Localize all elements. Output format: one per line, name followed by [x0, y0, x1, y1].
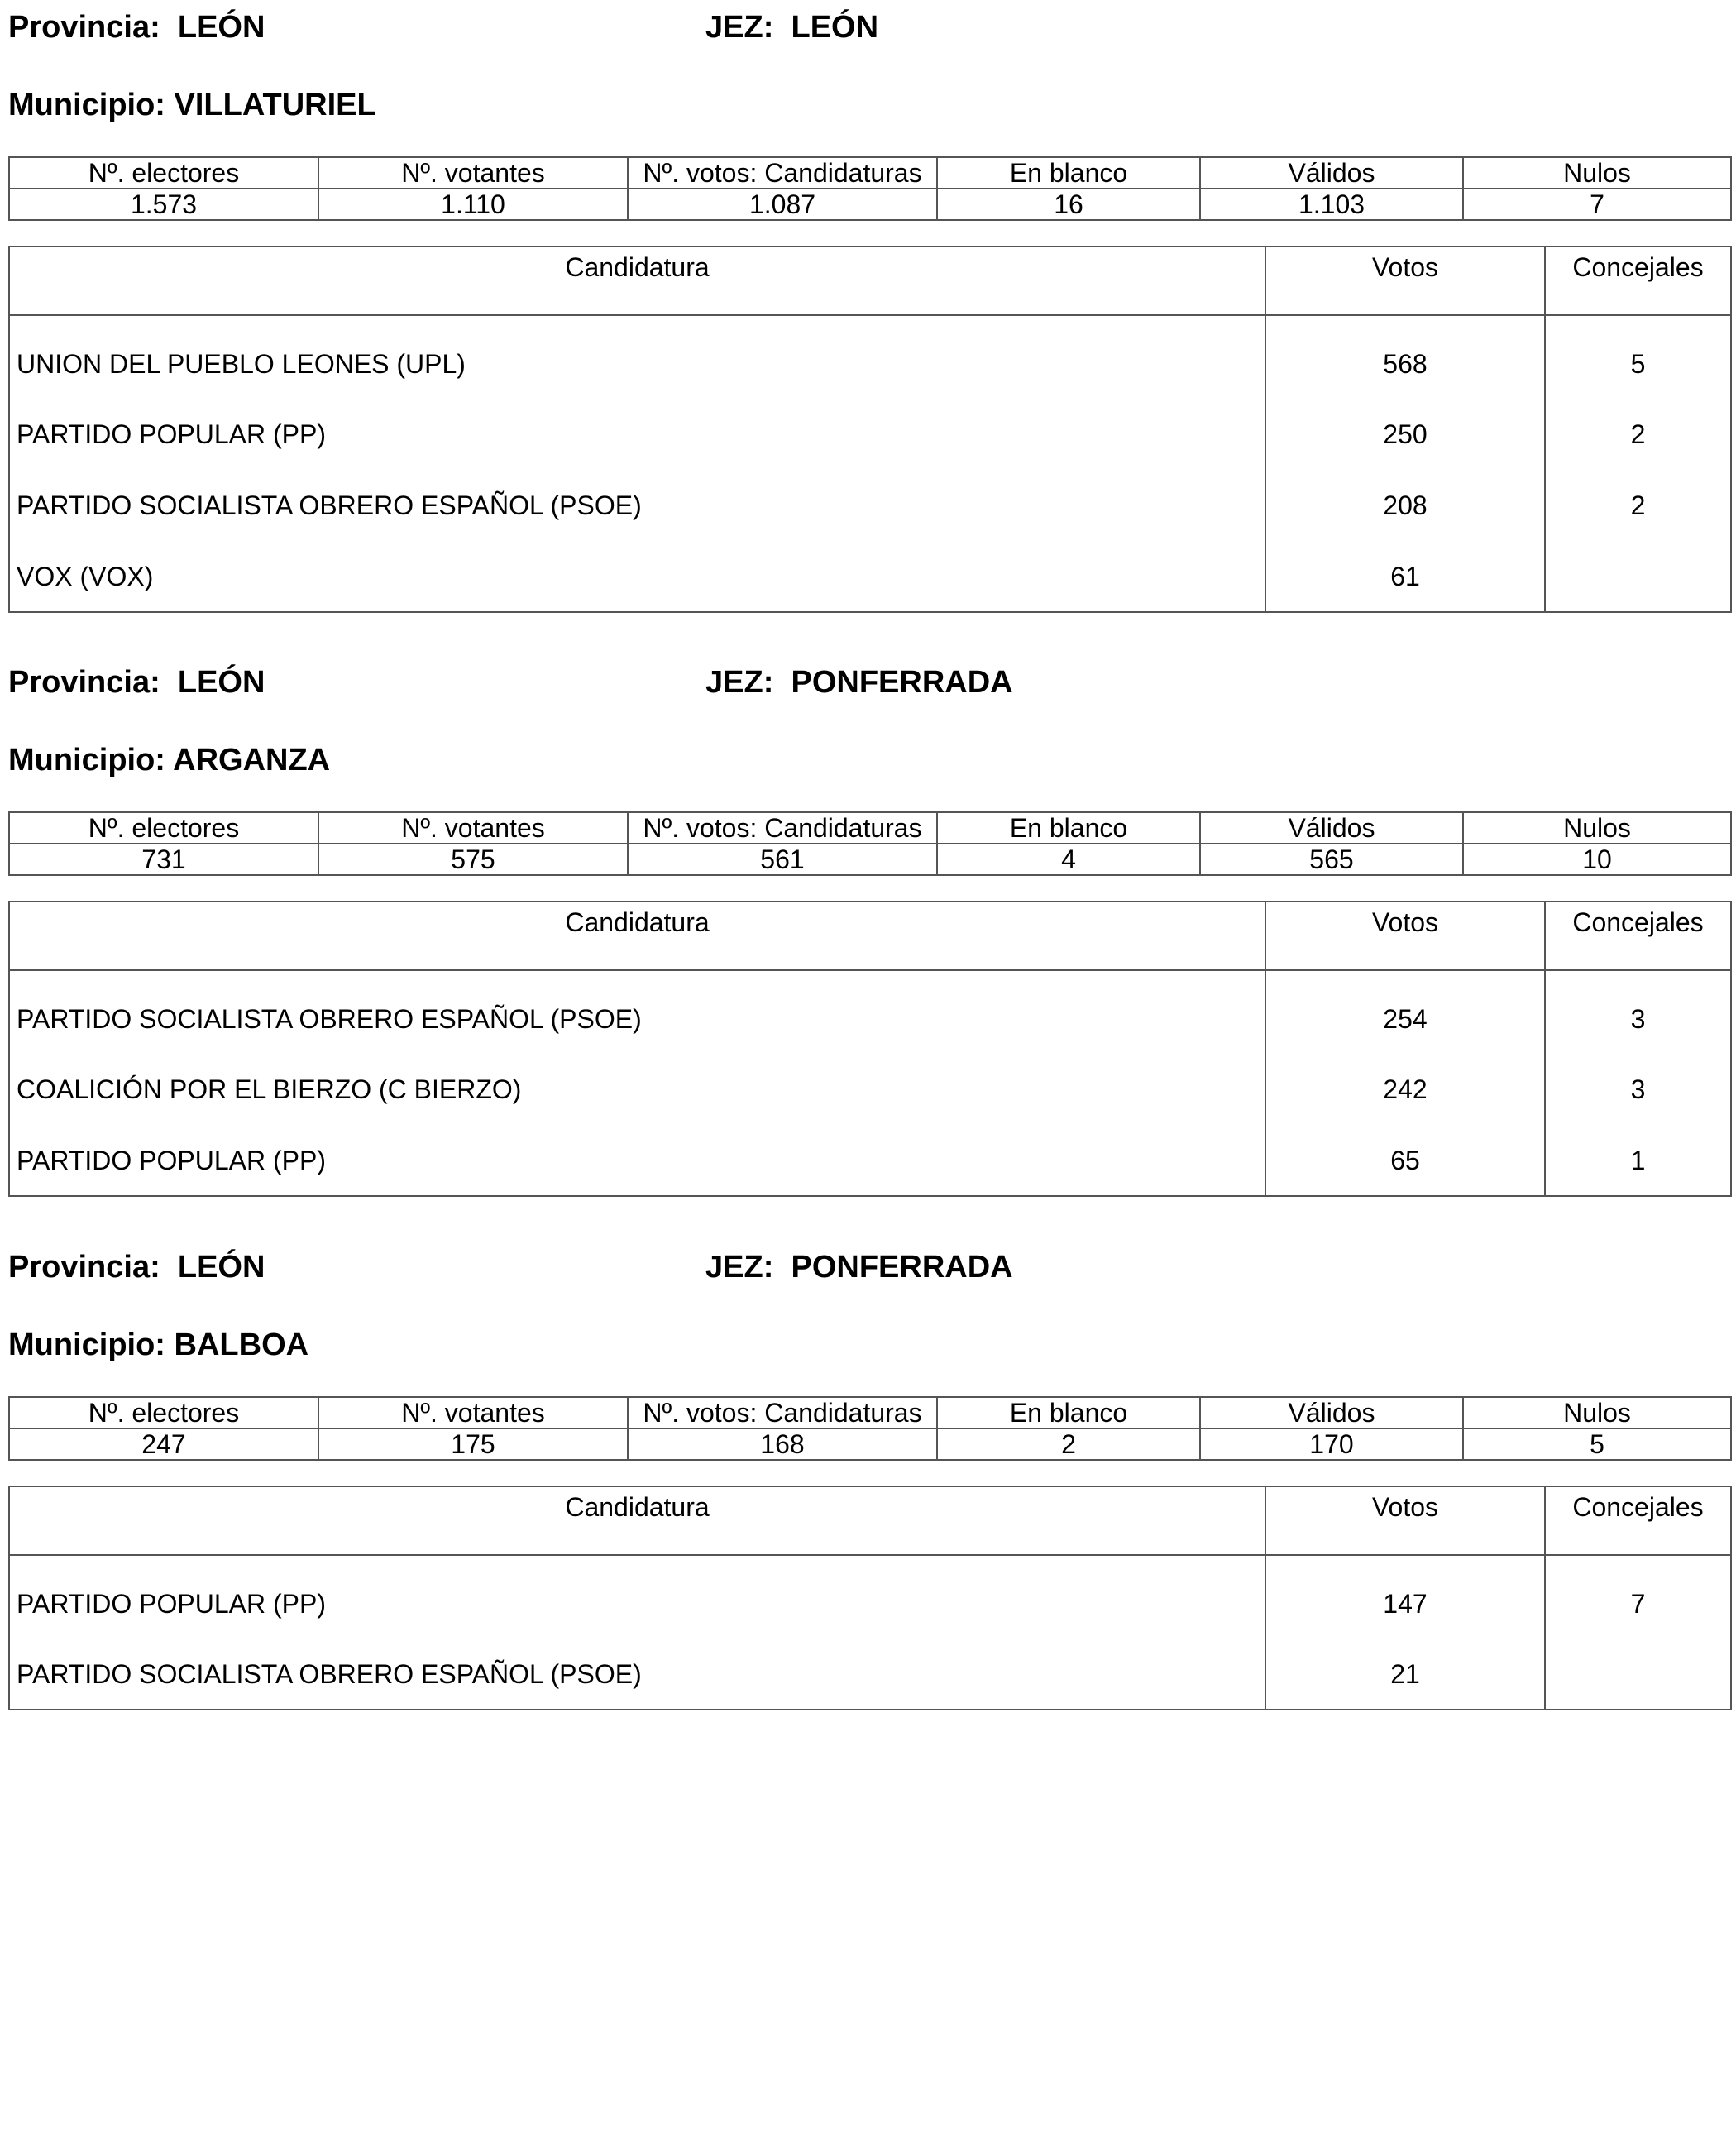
candidatura-concejales: 2: [1545, 399, 1731, 470]
results-table: [8, 1486, 1732, 1710]
results-header-row: [9, 246, 1731, 315]
nulos-value: 7: [1463, 189, 1731, 220]
en-blanco-header: En blanco: [937, 812, 1200, 844]
provincia-value: LEÓN: [177, 1250, 265, 1285]
provincia-heading: [8, 1246, 265, 1288]
electores-value: 1.573: [9, 189, 318, 220]
votos-candidaturas-value: 168: [628, 1428, 937, 1460]
candidatura-concejales: [1545, 541, 1731, 612]
provincia-label: Provincia:: [8, 665, 160, 700]
provincia-heading: [8, 662, 265, 703]
results-table: [8, 246, 1732, 613]
validos-value: 565: [1200, 844, 1463, 875]
candidatura-concejales: 1: [1545, 1125, 1731, 1196]
jez-heading: [705, 7, 878, 48]
validos-header: Válidos: [1200, 157, 1463, 189]
votos-candidaturas-header: Nº. votos: Candidaturas: [628, 157, 937, 189]
votantes-header: Nº. votantes: [318, 1397, 628, 1428]
candidatura-row: [9, 1555, 1731, 1639]
candidatura-votos: 568: [1265, 315, 1545, 399]
candidatura-name: PARTIDO SOCIALISTA OBRERO ESPAÑOL (PSOE): [9, 1639, 1265, 1710]
validos-value: 170: [1200, 1428, 1463, 1460]
provincia-label: Provincia:: [8, 1250, 160, 1285]
candidatura-votos: 147: [1265, 1555, 1545, 1639]
candidatura-name: COALICIÓN POR EL BIERZO (C BIERZO): [9, 1054, 1265, 1125]
candidatura-votos: 254: [1265, 970, 1545, 1054]
concejales-header: Concejales: [1545, 246, 1731, 315]
votos-candidaturas-value: 1.087: [628, 189, 937, 220]
concejales-header: Concejales: [1545, 1486, 1731, 1555]
electores-header: Nº. electores: [9, 1397, 318, 1428]
electores-value: 247: [9, 1428, 318, 1460]
municipio-label: Municipio:: [8, 1328, 165, 1362]
candidatura-row: [9, 970, 1731, 1054]
votantes-header: Nº. votantes: [318, 157, 628, 189]
candidatura-concejales: 3: [1545, 970, 1731, 1054]
votos-header: Votos: [1265, 1486, 1545, 1555]
candidatura-name: UNION DEL PUEBLO LEONES (UPL): [9, 315, 1265, 399]
votos-candidaturas-header: Nº. votos: Candidaturas: [628, 1397, 937, 1428]
candidatura-votos: 61: [1265, 541, 1545, 612]
votantes-value: 575: [318, 844, 628, 875]
validos-header: Válidos: [1200, 1397, 1463, 1428]
municipio-value: BALBOA: [174, 1328, 309, 1362]
summary-value-row: [9, 1428, 1731, 1460]
municipio-heading: [8, 1324, 308, 1366]
provincia-value: LEÓN: [177, 10, 265, 45]
summary-table: [8, 1396, 1732, 1461]
nulos-header: Nulos: [1463, 812, 1731, 844]
municipio-label: Municipio:: [8, 743, 165, 777]
candidatura-header: Candidatura: [9, 1486, 1265, 1555]
concejales-header: Concejales: [1545, 902, 1731, 970]
candidatura-concejales: 5: [1545, 315, 1731, 399]
en-blanco-value: 2: [937, 1428, 1200, 1460]
en-blanco-value: 16: [937, 189, 1200, 220]
votos-header: Votos: [1265, 902, 1545, 970]
candidatura-name: PARTIDO POPULAR (PP): [9, 1555, 1265, 1639]
candidatura-concejales: 7: [1545, 1555, 1731, 1639]
votos-header: Votos: [1265, 246, 1545, 315]
electores-value: 731: [9, 844, 318, 875]
votantes-value: 1.110: [318, 189, 628, 220]
jez-value: LEÓN: [791, 10, 879, 45]
electores-header: Nº. electores: [9, 157, 318, 189]
results-table: [8, 901, 1732, 1197]
candidatura-concejales: 3: [1545, 1054, 1731, 1125]
candidatura-row: [9, 315, 1731, 399]
candidatura-row: [9, 1639, 1731, 1710]
municipio-heading: [8, 739, 330, 781]
nulos-value: 5: [1463, 1428, 1731, 1460]
candidatura-name: PARTIDO POPULAR (PP): [9, 1125, 1265, 1196]
candidatura-header: Candidatura: [9, 902, 1265, 970]
candidatura-name: PARTIDO SOCIALISTA OBRERO ESPAÑOL (PSOE): [9, 970, 1265, 1054]
candidatura-concejales: [1545, 1639, 1731, 1710]
summary-value-row: [9, 844, 1731, 875]
summary-value-row: [9, 189, 1731, 220]
en-blanco-header: En blanco: [937, 157, 1200, 189]
summary-table: [8, 811, 1732, 876]
candidatura-row: [9, 1125, 1731, 1196]
validos-value: 1.103: [1200, 189, 1463, 220]
electores-header: Nº. electores: [9, 812, 318, 844]
summary-header-row: [9, 812, 1731, 844]
candidatura-votos: 65: [1265, 1125, 1545, 1196]
jez-value: PONFERRADA: [791, 665, 1013, 700]
municipio-value: ARGANZA: [173, 743, 331, 777]
provincia-heading: [8, 7, 265, 48]
en-blanco-value: 4: [937, 844, 1200, 875]
jez-label: JEZ:: [705, 665, 774, 700]
votos-candidaturas-value: 561: [628, 844, 937, 875]
candidatura-row: [9, 399, 1731, 470]
jez-value: PONFERRADA: [791, 1250, 1013, 1285]
votos-candidaturas-header: Nº. votos: Candidaturas: [628, 812, 937, 844]
provincia-label: Provincia:: [8, 10, 160, 45]
votantes-value: 175: [318, 1428, 628, 1460]
validos-header: Válidos: [1200, 812, 1463, 844]
candidatura-name: VOX (VOX): [9, 541, 1265, 612]
candidatura-votos: 250: [1265, 399, 1545, 470]
candidatura-row: [9, 1054, 1731, 1125]
candidatura-header: Candidatura: [9, 246, 1265, 315]
municipio-heading: [8, 84, 376, 126]
candidatura-votos: 21: [1265, 1639, 1545, 1710]
summary-table: [8, 156, 1732, 221]
nulos-value: 10: [1463, 844, 1731, 875]
candidatura-votos: 208: [1265, 470, 1545, 541]
jez-label: JEZ:: [705, 1250, 774, 1285]
provincia-value: LEÓN: [177, 665, 265, 700]
candidatura-concejales: 2: [1545, 470, 1731, 541]
jez-heading: [705, 662, 1013, 703]
candidatura-name: PARTIDO SOCIALISTA OBRERO ESPAÑOL (PSOE): [9, 470, 1265, 541]
candidatura-name: PARTIDO POPULAR (PP): [9, 399, 1265, 470]
summary-header-row: [9, 1397, 1731, 1428]
candidatura-row: [9, 470, 1731, 541]
candidatura-row: [9, 541, 1731, 612]
nulos-header: Nulos: [1463, 157, 1731, 189]
summary-header-row: [9, 157, 1731, 189]
nulos-header: Nulos: [1463, 1397, 1731, 1428]
en-blanco-header: En blanco: [937, 1397, 1200, 1428]
jez-label: JEZ:: [705, 10, 774, 45]
jez-heading: [705, 1246, 1013, 1288]
votantes-header: Nº. votantes: [318, 812, 628, 844]
results-header-row: [9, 902, 1731, 970]
candidatura-votos: 242: [1265, 1054, 1545, 1125]
results-header-row: [9, 1486, 1731, 1555]
municipio-value: VILLATURIEL: [174, 88, 376, 122]
municipio-label: Municipio:: [8, 88, 165, 122]
